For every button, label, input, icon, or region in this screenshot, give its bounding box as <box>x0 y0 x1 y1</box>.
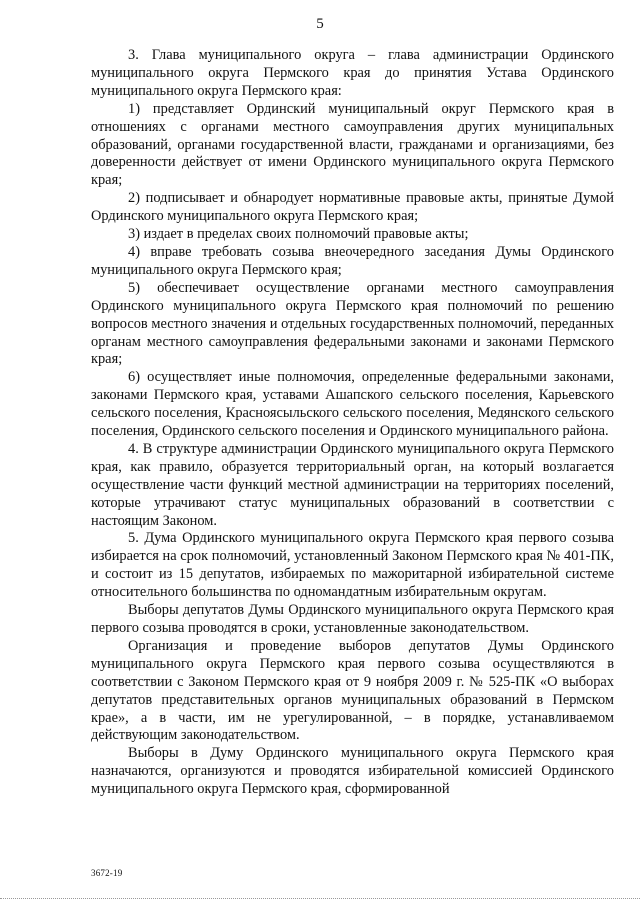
paragraph-item-1: 1) представляет Ординский муниципальный округ Пермского края в отношениях с органами местного самоуправления других муниципальных образований, органами государственной власти, гражданами и организациями, без доверенности действует от имени Ординского муниципального округа Пермского края; <box>91 100 614 189</box>
paragraph-item-6: 6) осуществляет иные полномочия, определенные федеральными законами, законами Пермского края, уставами Ашапского сельского поселения, Карьевского сельского поселения, Красноясыльского сельского поселения, Медянского сельского поселения, Ординского сельского поселения и Ординского муниципального района. <box>91 369 614 440</box>
paragraph-item-2: 2) подписывает и обнародует нормативные правовые акты, принятые Думой Ординского муниципального округа Пермского края; <box>91 190 614 225</box>
paragraph-clause-3: 3. Глава муниципального округа – глава администрации Ординского муниципального округа Пермского края до принятия Устава Ординского муниципального округа Пермского края: <box>91 47 614 99</box>
page-bottom-divider <box>0 898 640 899</box>
page-number: 5 <box>316 16 324 32</box>
paragraph-item-4: 4) вправе требовать созыва внеочередного заседания Думы Ординского муниципального округа Пермского края; <box>91 243 614 278</box>
document-body <box>91 47 614 799</box>
paragraph-item-5: 5) обеспечивает осуществление органами местного самоуправления Ординского муниципального округа Пермского края полномочий по решению вопросов местного значения и отдельных государственных полномочий, переданных органам местного самоуправления федеральными законами и законами Пермского края; <box>91 279 614 368</box>
document-code: 3672-19 <box>91 868 123 878</box>
paragraph-clause-5: 5. Дума Ординского муниципального округа Пермского края первого созыва избирается на срок полномочий, установленный Законом Пермского края № 401-ПК, и состоит из 15 депутатов, избираемых по мажоритарной избирательной системе относительного большинства по одномандатным избирательным округам. <box>91 530 614 601</box>
paragraph-elections-organization: Организация и проведение выборов депутатов Думы Ординского муниципального округа Пермского края первого созыва осуществляются в соответствии с Законом Пермского края от 9 ноября 2009 г. № 525-ПК «О выборах депутатов представительных органов муниципальных образований в Пермском крае», а в части, им не урегулированной, – в порядке, устанавливаемом действующим законодательством. <box>91 637 614 744</box>
paragraph-elections-commission: Выборы в Думу Ординского муниципального округа Пермского края назначаются, организуются и проводятся избирательной комиссией Ординского муниципального округа Пермского края, сформированной <box>91 745 614 798</box>
paragraph-elections-timing: Выборы депутатов Думы Ординского муниципального округа Пермского края первого созыва проводятся в сроки, установленные законодательством. <box>91 602 614 636</box>
paragraph-item-3: 3) издает в пределах своих полномочий правовые акты; <box>128 226 469 243</box>
paragraph-clause-4: 4. В структуре администрации Ординского муниципального округа Пермского края, как правило, образуется территориальный орган, на который возлагается осуществление части функций местной администрации на территориях поселений, которые утрачивают статус муниципальных образований в соответствии с настоящим Законом. <box>91 440 614 529</box>
